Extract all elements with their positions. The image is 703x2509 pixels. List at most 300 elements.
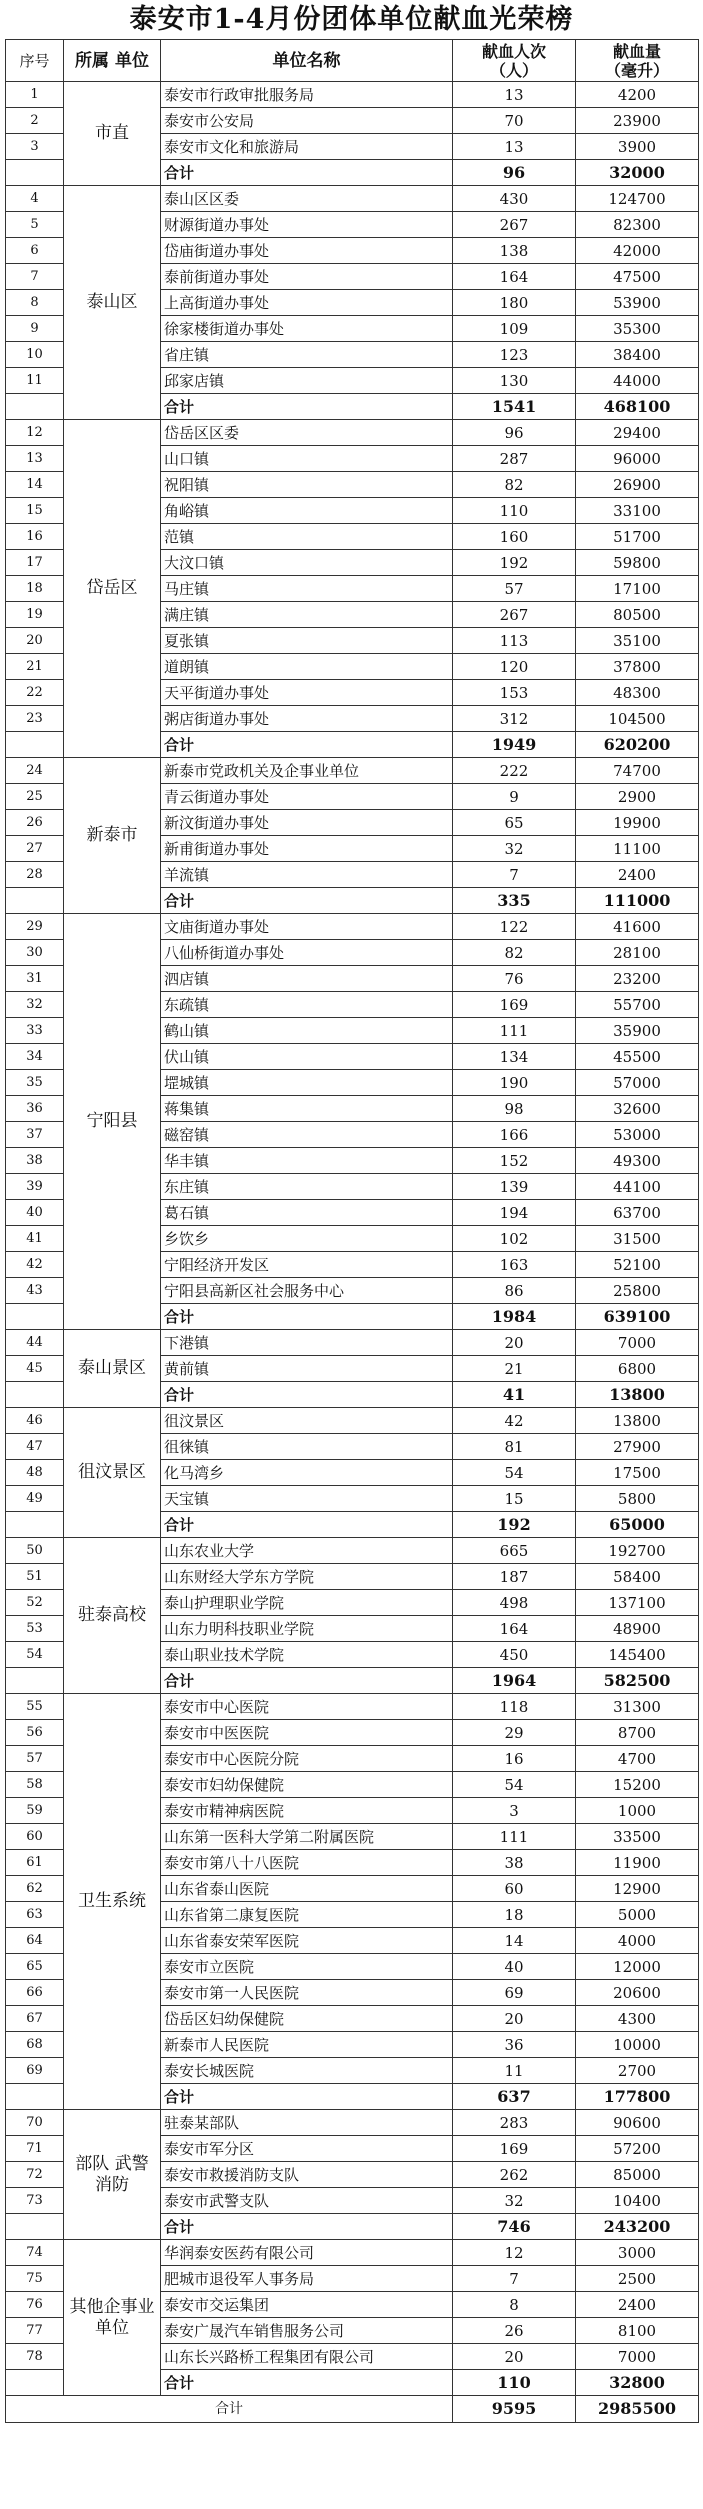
subtotal-seq xyxy=(6,160,64,186)
row-volume: 53000 xyxy=(576,1122,699,1148)
row-volume: 41600 xyxy=(576,914,699,940)
row-people: 498 xyxy=(453,1590,576,1616)
row-volume: 33100 xyxy=(576,498,699,524)
subtotal-label: 合计 xyxy=(161,2370,453,2396)
group-region: 岱岳区 xyxy=(64,420,161,758)
subtotal-label: 合计 xyxy=(161,1512,453,1538)
row-seq: 14 xyxy=(6,472,64,498)
row-unit-name: 泰安市立医院 xyxy=(161,1954,453,1980)
row-people: 109 xyxy=(453,316,576,342)
header-region: 所属 单位 xyxy=(64,40,161,82)
row-seq: 45 xyxy=(6,1356,64,1382)
row-unit-name: 山东省泰安荣军医院 xyxy=(161,1928,453,1954)
row-people: 86 xyxy=(453,1278,576,1304)
row-unit-name: 岱岳区妇幼保健院 xyxy=(161,2006,453,2032)
subtotal-volume: 639100 xyxy=(576,1304,699,1330)
row-volume: 4000 xyxy=(576,1928,699,1954)
row-seq: 9 xyxy=(6,316,64,342)
row-people: 164 xyxy=(453,264,576,290)
table-row xyxy=(6,914,699,940)
row-seq: 12 xyxy=(6,420,64,446)
row-unit-name: 鹤山镇 xyxy=(161,1018,453,1044)
row-people: 138 xyxy=(453,238,576,264)
row-volume: 17500 xyxy=(576,1460,699,1486)
row-volume: 2400 xyxy=(576,2292,699,2318)
table-row xyxy=(6,1694,699,1720)
group-region: 宁阳县 xyxy=(64,914,161,1330)
row-seq: 31 xyxy=(6,966,64,992)
row-unit-name: 山东长兴路桥工程集团有限公司 xyxy=(161,2344,453,2370)
row-seq: 73 xyxy=(6,2188,64,2214)
row-seq: 75 xyxy=(6,2266,64,2292)
row-volume: 27900 xyxy=(576,1434,699,1460)
row-volume: 59800 xyxy=(576,550,699,576)
row-unit-name: 葛石镇 xyxy=(161,1200,453,1226)
row-volume: 11900 xyxy=(576,1850,699,1876)
subtotal-seq xyxy=(6,888,64,914)
row-people: 180 xyxy=(453,290,576,316)
row-unit-name: 宁阳县高新区社会服务中心 xyxy=(161,1278,453,1304)
row-seq: 41 xyxy=(6,1226,64,1252)
row-unit-name: 泰前街道办事处 xyxy=(161,264,453,290)
row-volume: 48300 xyxy=(576,680,699,706)
row-unit-name: 泰山区区委 xyxy=(161,186,453,212)
row-seq: 15 xyxy=(6,498,64,524)
row-people: 82 xyxy=(453,940,576,966)
row-volume: 7000 xyxy=(576,1330,699,1356)
row-seq: 48 xyxy=(6,1460,64,1486)
row-seq: 72 xyxy=(6,2162,64,2188)
row-volume: 4300 xyxy=(576,2006,699,2032)
row-unit-name: 泰安市中心医院分院 xyxy=(161,1746,453,1772)
subtotal-people: 96 xyxy=(453,160,576,186)
row-people: 113 xyxy=(453,628,576,654)
row-volume: 12900 xyxy=(576,1876,699,1902)
row-people: 76 xyxy=(453,966,576,992)
row-people: 160 xyxy=(453,524,576,550)
row-unit-name: 泰安市军分区 xyxy=(161,2136,453,2162)
row-people: 665 xyxy=(453,1538,576,1564)
row-volume: 52100 xyxy=(576,1252,699,1278)
row-volume: 23900 xyxy=(576,108,699,134)
row-seq: 63 xyxy=(6,1902,64,1928)
row-unit-name: 岱岳区区委 xyxy=(161,420,453,446)
row-people: 20 xyxy=(453,2344,576,2370)
row-unit-name: 华丰镇 xyxy=(161,1148,453,1174)
row-people: 81 xyxy=(453,1434,576,1460)
row-unit-name: 泰安市第八十八医院 xyxy=(161,1850,453,1876)
row-unit-name: 八仙桥街道办事处 xyxy=(161,940,453,966)
row-seq: 16 xyxy=(6,524,64,550)
row-unit-name: 泗店镇 xyxy=(161,966,453,992)
row-volume: 2700 xyxy=(576,2058,699,2084)
row-volume: 124700 xyxy=(576,186,699,212)
row-people: 29 xyxy=(453,1720,576,1746)
donation-table xyxy=(5,39,699,2423)
row-unit-name: 粥店街道办事处 xyxy=(161,706,453,732)
row-volume: 37800 xyxy=(576,654,699,680)
row-people: 169 xyxy=(453,2136,576,2162)
row-people: 60 xyxy=(453,1876,576,1902)
row-people: 134 xyxy=(453,1044,576,1070)
row-people: 69 xyxy=(453,1980,576,2006)
header-volume xyxy=(576,40,699,82)
row-volume: 80500 xyxy=(576,602,699,628)
row-volume: 15200 xyxy=(576,1772,699,1798)
row-people: 102 xyxy=(453,1226,576,1252)
subtotal-seq xyxy=(6,2084,64,2110)
row-volume: 10000 xyxy=(576,2032,699,2058)
row-volume: 23200 xyxy=(576,966,699,992)
row-seq: 56 xyxy=(6,1720,64,1746)
row-people: 130 xyxy=(453,368,576,394)
table-body xyxy=(6,40,699,2423)
row-seq: 61 xyxy=(6,1850,64,1876)
row-unit-name: 上高街道办事处 xyxy=(161,290,453,316)
row-seq: 25 xyxy=(6,784,64,810)
row-unit-name: 泰安市交运集团 xyxy=(161,2292,453,2318)
subtotal-people: 746 xyxy=(453,2214,576,2240)
row-volume: 57200 xyxy=(576,2136,699,2162)
row-people: 38 xyxy=(453,1850,576,1876)
row-people: 32 xyxy=(453,2188,576,2214)
row-seq: 70 xyxy=(6,2110,64,2136)
subtotal-volume: 13800 xyxy=(576,1382,699,1408)
row-unit-name: 磁窑镇 xyxy=(161,1122,453,1148)
subtotal-volume: 582500 xyxy=(576,1668,699,1694)
header-row xyxy=(6,40,699,82)
row-seq: 77 xyxy=(6,2318,64,2344)
row-people: 152 xyxy=(453,1148,576,1174)
table-row xyxy=(6,2110,699,2136)
row-people: 54 xyxy=(453,1772,576,1798)
row-unit-name: 山东力明科技职业学院 xyxy=(161,1616,453,1642)
row-volume: 19900 xyxy=(576,810,699,836)
row-volume: 82300 xyxy=(576,212,699,238)
table-row xyxy=(6,82,699,108)
row-seq: 6 xyxy=(6,238,64,264)
row-people: 54 xyxy=(453,1460,576,1486)
table-row xyxy=(6,186,699,212)
row-people: 164 xyxy=(453,1616,576,1642)
subtotal-label: 合计 xyxy=(161,888,453,914)
row-people: 287 xyxy=(453,446,576,472)
row-seq: 76 xyxy=(6,2292,64,2318)
row-volume: 137100 xyxy=(576,1590,699,1616)
row-volume: 85000 xyxy=(576,2162,699,2188)
row-people: 82 xyxy=(453,472,576,498)
group-region: 卫生系统 xyxy=(64,1694,161,2110)
row-people: 13 xyxy=(453,134,576,160)
subtotal-volume: 32000 xyxy=(576,160,699,186)
row-people: 40 xyxy=(453,1954,576,1980)
row-seq: 68 xyxy=(6,2032,64,2058)
row-people: 123 xyxy=(453,342,576,368)
row-seq: 32 xyxy=(6,992,64,1018)
group-region: 驻泰高校 xyxy=(64,1538,161,1694)
subtotal-people: 1964 xyxy=(453,1668,576,1694)
row-seq: 66 xyxy=(6,1980,64,2006)
row-seq: 2 xyxy=(6,108,64,134)
row-seq: 20 xyxy=(6,628,64,654)
row-unit-name: 乡饮乡 xyxy=(161,1226,453,1252)
row-seq: 52 xyxy=(6,1590,64,1616)
row-unit-name: 肥城市退役军人事务局 xyxy=(161,2266,453,2292)
row-people: 190 xyxy=(453,1070,576,1096)
row-unit-name: 山东财经大学东方学院 xyxy=(161,1564,453,1590)
row-seq: 51 xyxy=(6,1564,64,1590)
row-seq: 18 xyxy=(6,576,64,602)
row-unit-name: 华润泰安医药有限公司 xyxy=(161,2240,453,2266)
row-people: 8 xyxy=(453,2292,576,2318)
subtotal-label: 合计 xyxy=(161,1382,453,1408)
row-volume: 55700 xyxy=(576,992,699,1018)
row-seq: 50 xyxy=(6,1538,64,1564)
row-people: 122 xyxy=(453,914,576,940)
row-seq: 22 xyxy=(6,680,64,706)
row-seq: 19 xyxy=(6,602,64,628)
subtotal-seq xyxy=(6,2370,64,2396)
row-people: 139 xyxy=(453,1174,576,1200)
row-volume: 25800 xyxy=(576,1278,699,1304)
row-unit-name: 黄前镇 xyxy=(161,1356,453,1382)
subtotal-people: 1984 xyxy=(453,1304,576,1330)
group-region: 徂汶景区 xyxy=(64,1408,161,1538)
row-people: 13 xyxy=(453,82,576,108)
row-volume: 42000 xyxy=(576,238,699,264)
row-unit-name: 新甫街道办事处 xyxy=(161,836,453,862)
row-seq: 27 xyxy=(6,836,64,862)
header-seq: 序号 xyxy=(6,40,64,82)
row-people: 20 xyxy=(453,2006,576,2032)
row-volume: 2500 xyxy=(576,2266,699,2292)
table-row xyxy=(6,420,699,446)
row-unit-name: 泰安市救援消防支队 xyxy=(161,2162,453,2188)
subtotal-label: 合计 xyxy=(161,2084,453,2110)
row-volume: 11100 xyxy=(576,836,699,862)
row-people: 222 xyxy=(453,758,576,784)
row-people: 70 xyxy=(453,108,576,134)
row-people: 450 xyxy=(453,1642,576,1668)
group-region: 市直 xyxy=(64,82,161,186)
group-region: 新泰市 xyxy=(64,758,161,914)
row-unit-name: 泰安市中心医院 xyxy=(161,1694,453,1720)
subtotal-seq xyxy=(6,732,64,758)
table-row xyxy=(6,1408,699,1434)
row-people: 194 xyxy=(453,1200,576,1226)
row-people: 153 xyxy=(453,680,576,706)
row-people: 163 xyxy=(453,1252,576,1278)
row-unit-name: 泰山职业技术学院 xyxy=(161,1642,453,1668)
row-unit-name: 泰安广晟汽车销售服务公司 xyxy=(161,2318,453,2344)
row-volume: 2400 xyxy=(576,862,699,888)
row-seq: 30 xyxy=(6,940,64,966)
row-people: 283 xyxy=(453,2110,576,2136)
row-people: 262 xyxy=(453,2162,576,2188)
row-seq: 10 xyxy=(6,342,64,368)
row-volume: 35900 xyxy=(576,1018,699,1044)
row-volume: 47500 xyxy=(576,264,699,290)
table-row xyxy=(6,2240,699,2266)
row-volume: 13800 xyxy=(576,1408,699,1434)
row-people: 21 xyxy=(453,1356,576,1382)
row-unit-name: 夏张镇 xyxy=(161,628,453,654)
row-volume: 31500 xyxy=(576,1226,699,1252)
header-volume-line1: 献血量 xyxy=(612,41,661,61)
row-volume: 5000 xyxy=(576,1902,699,1928)
row-seq: 13 xyxy=(6,446,64,472)
row-volume: 12000 xyxy=(576,1954,699,1980)
row-unit-name: 羊流镇 xyxy=(161,862,453,888)
row-volume: 104500 xyxy=(576,706,699,732)
row-seq: 43 xyxy=(6,1278,64,1304)
row-unit-name: 泰安市公安局 xyxy=(161,108,453,134)
row-seq: 46 xyxy=(6,1408,64,1434)
row-volume: 96000 xyxy=(576,446,699,472)
row-unit-name: 泰安市行政审批服务局 xyxy=(161,82,453,108)
row-seq: 7 xyxy=(6,264,64,290)
row-unit-name: 山东农业大学 xyxy=(161,1538,453,1564)
row-seq: 54 xyxy=(6,1642,64,1668)
row-volume: 38400 xyxy=(576,342,699,368)
row-volume: 7000 xyxy=(576,2344,699,2370)
row-unit-name: 徂徕镇 xyxy=(161,1434,453,1460)
row-volume: 57000 xyxy=(576,1070,699,1096)
row-volume: 45500 xyxy=(576,1044,699,1070)
row-people: 18 xyxy=(453,1902,576,1928)
row-volume: 8700 xyxy=(576,1720,699,1746)
row-unit-name: 泰安市第一人民医院 xyxy=(161,1980,453,2006)
row-seq: 4 xyxy=(6,186,64,212)
row-seq: 71 xyxy=(6,2136,64,2162)
row-volume: 53900 xyxy=(576,290,699,316)
row-seq: 55 xyxy=(6,1694,64,1720)
row-unit-name: 祝阳镇 xyxy=(161,472,453,498)
row-unit-name: 泰安市精神病医院 xyxy=(161,1798,453,1824)
header-people xyxy=(453,40,576,82)
row-volume: 33500 xyxy=(576,1824,699,1850)
subtotal-label: 合计 xyxy=(161,394,453,420)
row-people: 430 xyxy=(453,186,576,212)
subtotal-people: 1949 xyxy=(453,732,576,758)
row-people: 111 xyxy=(453,1018,576,1044)
subtotal-seq xyxy=(6,1304,64,1330)
row-volume: 145400 xyxy=(576,1642,699,1668)
row-seq: 74 xyxy=(6,2240,64,2266)
subtotal-seq xyxy=(6,1668,64,1694)
row-seq: 8 xyxy=(6,290,64,316)
row-people: 98 xyxy=(453,1096,576,1122)
row-seq: 69 xyxy=(6,2058,64,2084)
row-people: 57 xyxy=(453,576,576,602)
row-seq: 39 xyxy=(6,1174,64,1200)
row-people: 15 xyxy=(453,1486,576,1512)
row-volume: 5800 xyxy=(576,1486,699,1512)
row-unit-name: 天宝镇 xyxy=(161,1486,453,1512)
row-unit-name: 马庄镇 xyxy=(161,576,453,602)
row-unit-name: 山东省泰山医院 xyxy=(161,1876,453,1902)
row-volume: 29400 xyxy=(576,420,699,446)
row-volume: 31300 xyxy=(576,1694,699,1720)
header-unit-name: 单位名称 xyxy=(161,40,453,82)
row-people: 65 xyxy=(453,810,576,836)
subtotal-volume: 620200 xyxy=(576,732,699,758)
row-people: 169 xyxy=(453,992,576,1018)
subtotal-volume: 65000 xyxy=(576,1512,699,1538)
row-seq: 44 xyxy=(6,1330,64,1356)
row-seq: 24 xyxy=(6,758,64,784)
row-volume: 58400 xyxy=(576,1564,699,1590)
row-unit-name: 山东省第二康复医院 xyxy=(161,1902,453,1928)
subtotal-people: 110 xyxy=(453,2370,576,2396)
row-unit-name: 天平街道办事处 xyxy=(161,680,453,706)
header-people-line2: （人） xyxy=(489,60,538,80)
subtotal-people: 335 xyxy=(453,888,576,914)
row-volume: 1000 xyxy=(576,1798,699,1824)
row-unit-name: 堽城镇 xyxy=(161,1070,453,1096)
grand-total-label: 合计 xyxy=(6,2396,453,2423)
group-region: 泰山景区 xyxy=(64,1330,161,1408)
row-volume: 20600 xyxy=(576,1980,699,2006)
row-unit-name: 泰安市妇幼保健院 xyxy=(161,1772,453,1798)
row-volume: 10400 xyxy=(576,2188,699,2214)
row-seq: 49 xyxy=(6,1486,64,1512)
row-people: 312 xyxy=(453,706,576,732)
row-unit-name: 范镇 xyxy=(161,524,453,550)
row-unit-name: 满庄镇 xyxy=(161,602,453,628)
row-volume: 48900 xyxy=(576,1616,699,1642)
row-volume: 51700 xyxy=(576,524,699,550)
subtotal-volume: 468100 xyxy=(576,394,699,420)
row-seq: 23 xyxy=(6,706,64,732)
subtotal-label: 合计 xyxy=(161,1668,453,1694)
row-people: 192 xyxy=(453,550,576,576)
row-people: 120 xyxy=(453,654,576,680)
row-seq: 40 xyxy=(6,1200,64,1226)
row-unit-name: 东庄镇 xyxy=(161,1174,453,1200)
row-seq: 64 xyxy=(6,1928,64,1954)
row-unit-name: 山口镇 xyxy=(161,446,453,472)
subtotal-seq xyxy=(6,394,64,420)
row-unit-name: 青云街道办事处 xyxy=(161,784,453,810)
row-volume: 26900 xyxy=(576,472,699,498)
row-seq: 62 xyxy=(6,1876,64,1902)
row-unit-name: 徂汶景区 xyxy=(161,1408,453,1434)
grand-total-people: 9595 xyxy=(453,2396,576,2423)
row-volume: 8100 xyxy=(576,2318,699,2344)
subtotal-people: 192 xyxy=(453,1512,576,1538)
subtotal-label: 合计 xyxy=(161,1304,453,1330)
row-volume: 17100 xyxy=(576,576,699,602)
table-row xyxy=(6,758,699,784)
subtotal-seq xyxy=(6,1512,64,1538)
row-seq: 29 xyxy=(6,914,64,940)
row-unit-name: 省庄镇 xyxy=(161,342,453,368)
subtotal-label: 合计 xyxy=(161,160,453,186)
header-people-line1: 献血人次 xyxy=(481,41,546,61)
row-seq: 67 xyxy=(6,2006,64,2032)
row-people: 3 xyxy=(453,1798,576,1824)
row-seq: 60 xyxy=(6,1824,64,1850)
row-seq: 35 xyxy=(6,1070,64,1096)
row-people: 7 xyxy=(453,862,576,888)
row-unit-name: 新泰市人民医院 xyxy=(161,2032,453,2058)
row-people: 267 xyxy=(453,212,576,238)
row-seq: 3 xyxy=(6,134,64,160)
row-unit-name: 新泰市党政机关及企事业单位 xyxy=(161,758,453,784)
row-people: 118 xyxy=(453,1694,576,1720)
row-unit-name: 泰安长城医院 xyxy=(161,2058,453,2084)
